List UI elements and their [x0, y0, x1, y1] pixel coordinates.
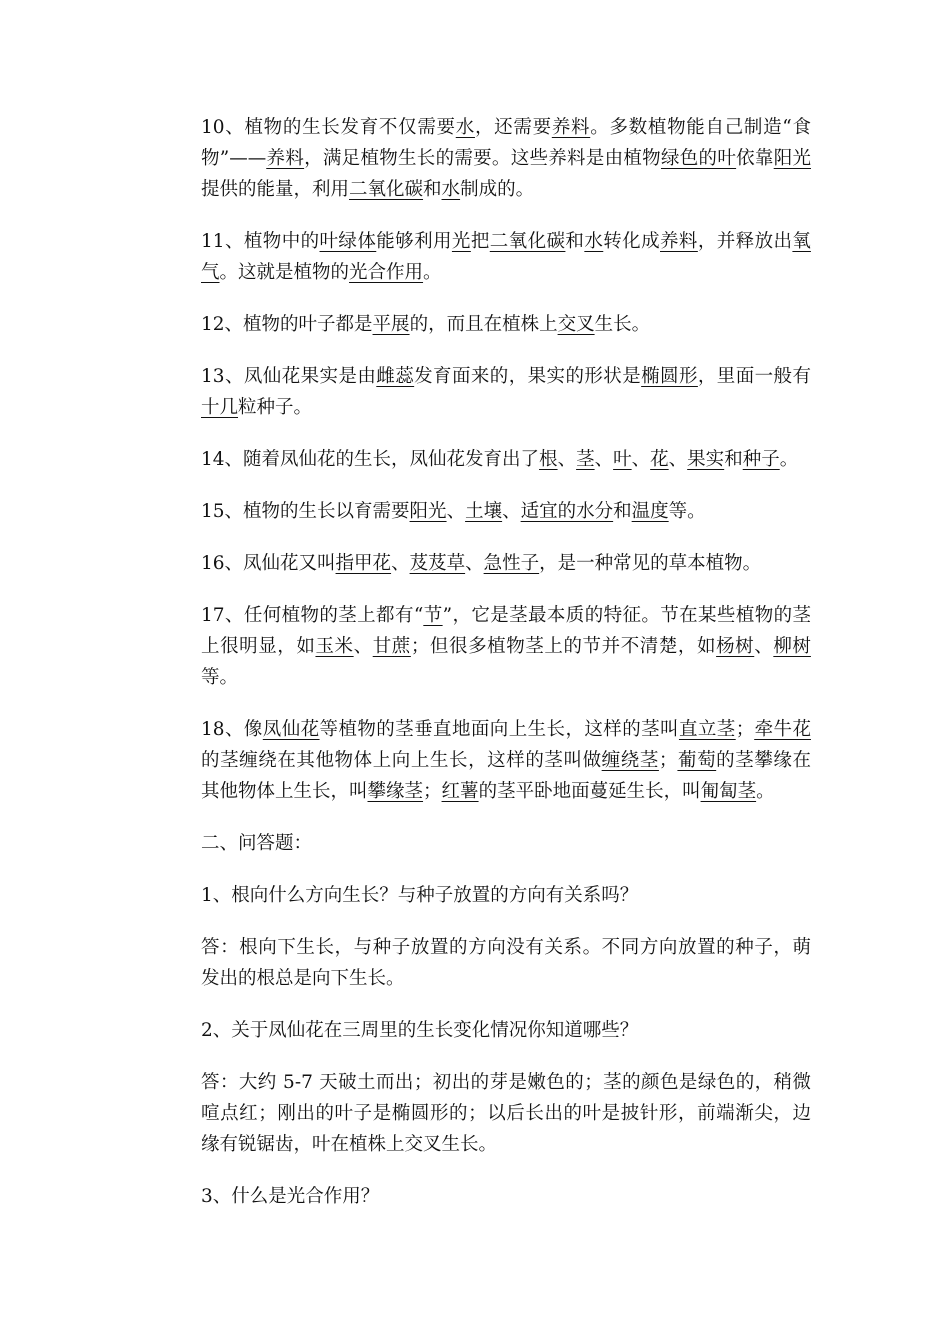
text-segment: 、: [668, 449, 688, 470]
text-segment: 11、植物中的: [201, 231, 320, 252]
underlined-answer: 平展: [372, 314, 410, 335]
underlined-answer: 适宜的水分: [520, 501, 614, 522]
text-segment: 17、任何植物的茎上都有“: [201, 605, 424, 626]
underlined-answer: 牵牛花: [754, 719, 811, 740]
text-segment: 的，而且在植株上: [409, 314, 558, 335]
underlined-answer: 土壤: [465, 501, 503, 522]
paragraph: [201, 496, 811, 527]
text-segment: ；: [658, 750, 678, 771]
paragraph: [201, 309, 811, 340]
text-segment: 等。: [201, 667, 239, 688]
text-segment: 15、植物的生长以育需要: [201, 501, 410, 522]
underlined-answer: 光合作用: [349, 262, 424, 283]
text-segment: 、: [353, 636, 373, 657]
text-segment: 。: [756, 781, 775, 802]
text-segment: 、: [391, 553, 410, 574]
text-segment: ；但很多植物茎上的节并不清楚，如: [410, 636, 717, 657]
text-segment: 提供的能量，利用: [201, 179, 350, 200]
text-segment: ，满足植物生长的需要。这些养料是由植物: [304, 148, 661, 169]
text-segment: 制成的。: [460, 179, 535, 200]
text-segment: 答：根向下生长，与种子放置的方向没有关系。不同方向放置的种子，萌发出的根总是向下生长。: [201, 937, 811, 989]
underlined-answer: 甘蔗: [372, 636, 411, 657]
underlined-answer: 直立茎: [678, 719, 736, 740]
underlined-answer: 缠绕茎: [601, 750, 659, 771]
underlined-answer: 养料: [660, 231, 698, 252]
text-segment: 14、随着凤仙花的生长，凤仙花发育出了: [201, 449, 540, 470]
underlined-answer: 水: [455, 117, 475, 138]
underlined-answer: 红薯: [441, 781, 479, 802]
underlined-answer: 叶绿体: [319, 231, 377, 252]
text-segment: 16、凤仙花又叫: [201, 553, 336, 574]
text-segment: 能够利用: [376, 231, 452, 252]
underlined-answer: 温度: [631, 501, 669, 522]
text-segment: 、: [446, 501, 466, 522]
paragraph: [201, 112, 811, 205]
text-segment: 答：大约 5-7 天破土而出；初出的芽是嫩色的；茎的颜色是绿色的，稍微喧点红；刚出的叶子是椭圆形的；以后长出的叶是披针形，前端渐尖，边缘有锐锯齿，叶在植株上交叉生长。: [201, 1072, 811, 1155]
text-segment: ，还需要: [474, 117, 552, 138]
text-segment: ，并释放出: [697, 231, 793, 252]
underlined-answer: 柳树: [773, 636, 811, 657]
text-segment: 1、根向什么方向生长？与种子放置的方向有关系吗？: [201, 885, 639, 906]
underlined-answer: 玉米: [315, 636, 354, 657]
underlined-answer: 交叉: [557, 314, 595, 335]
underlined-answer: 节: [423, 605, 443, 626]
text-segment: 、: [502, 501, 521, 522]
underlined-answer: 水: [584, 231, 604, 252]
text-segment: 、: [465, 553, 484, 574]
text-segment: 、: [594, 449, 614, 470]
underlined-answer: 十几: [201, 397, 239, 418]
underlined-answer: 攀缘茎: [367, 781, 424, 802]
paragraph: [201, 828, 811, 859]
text-segment: 、: [754, 636, 774, 657]
text-segment: 和: [565, 231, 585, 252]
text-segment: ；: [735, 719, 755, 740]
paragraph: [201, 1067, 811, 1160]
paragraph: [201, 1015, 811, 1046]
underlined-answer: 阳光: [773, 148, 811, 169]
underlined-answer: 杨树: [716, 636, 755, 657]
text-segment: 转化成: [603, 231, 661, 252]
text-segment: 18、像: [201, 719, 263, 740]
text-segment: ，是一种常见的草本植物。: [539, 553, 762, 574]
paragraph: [201, 932, 811, 994]
text-segment: 和: [613, 501, 632, 522]
underlined-answer: 凤仙花: [262, 719, 320, 740]
text-segment: 二、问答题：: [201, 833, 313, 854]
paragraph: [201, 444, 811, 475]
underlined-answer: 椭圆形: [641, 366, 698, 387]
underlined-answer: 根: [539, 449, 558, 470]
underlined-answer: 水: [441, 179, 461, 200]
text-segment: 粒种子。: [238, 397, 313, 418]
paragraph: [201, 880, 811, 911]
text-segment: 3、什么是光合作用？: [201, 1186, 380, 1207]
text-segment: 把: [470, 231, 490, 252]
text-segment: 的茎平卧地面蔓延生长，叫: [478, 781, 701, 802]
text-segment: 和: [724, 449, 743, 470]
paragraph: [201, 714, 811, 807]
underlined-answer: 养料: [266, 148, 305, 169]
underlined-answer: 葡萄: [677, 750, 717, 771]
text-segment: 等。: [668, 501, 706, 522]
text-segment: 等植物的茎垂直地面向上生长，这样的茎叫: [319, 719, 679, 740]
underlined-answer: 光: [451, 231, 471, 252]
text-segment: ”，它是茎最本质的特征。节在某些植物的茎上很明显，如: [201, 605, 812, 657]
underlined-answer: 花: [650, 449, 669, 470]
underlined-answer: 匍匐茎: [700, 781, 757, 802]
text-segment: 、: [631, 449, 651, 470]
underlined-answer: 急性子: [483, 553, 540, 574]
underlined-answer: 叶: [613, 449, 632, 470]
text-segment: 和: [423, 179, 442, 200]
text-segment: 10、植物的生长发育不仅需要: [201, 117, 456, 138]
underlined-answer: 二氧化碳: [489, 231, 566, 252]
underlined-answer: 雌蕊: [376, 366, 415, 387]
text-segment: 的茎攀缘在其他物体上生长，叫: [201, 750, 811, 802]
underlined-answer: 种子: [742, 449, 780, 470]
paragraph: [201, 361, 811, 423]
paragraph: [201, 226, 811, 288]
text-segment: 的茎缠绕在其他物体上向上生长，这样的茎叫做: [201, 750, 602, 771]
underlined-answer: 二氧化碳: [349, 179, 424, 200]
underlined-answer: 芨芨草: [409, 553, 466, 574]
paragraph: [201, 600, 811, 693]
paragraph: [201, 548, 811, 579]
text-segment: 发育面来的，果实的形状是: [414, 366, 642, 387]
document-page: [201, 112, 811, 1233]
underlined-answer: 绿色的叶: [660, 148, 737, 169]
text-segment: 依靠: [736, 148, 774, 169]
text-segment: 。多数植物能自己制造“食物”——: [201, 117, 811, 169]
underlined-answer: 氧气: [201, 231, 811, 283]
underlined-answer: 指甲花: [335, 553, 392, 574]
underlined-answer: 阳光: [409, 501, 447, 522]
text-segment: 13、凤仙花果实是由: [201, 366, 377, 387]
text-segment: 。: [423, 262, 442, 283]
text-segment: 12、植物的叶子都是: [201, 314, 373, 335]
underlined-answer: 茎: [576, 449, 595, 470]
text-segment: 、: [557, 449, 577, 470]
text-segment: 。这就是植物的: [219, 262, 350, 283]
text-segment: ；: [423, 781, 442, 802]
paragraph: [201, 1181, 811, 1212]
underlined-answer: 养料: [551, 117, 591, 138]
text-segment: 2、关于凤仙花在三周里的生长变化情况你知道哪些？: [201, 1020, 639, 1041]
text-segment: 。: [779, 449, 799, 470]
text-segment: 生长。: [594, 314, 651, 335]
text-segment: ，里面一般有: [697, 366, 811, 387]
underlined-answer: 果实: [687, 449, 725, 470]
